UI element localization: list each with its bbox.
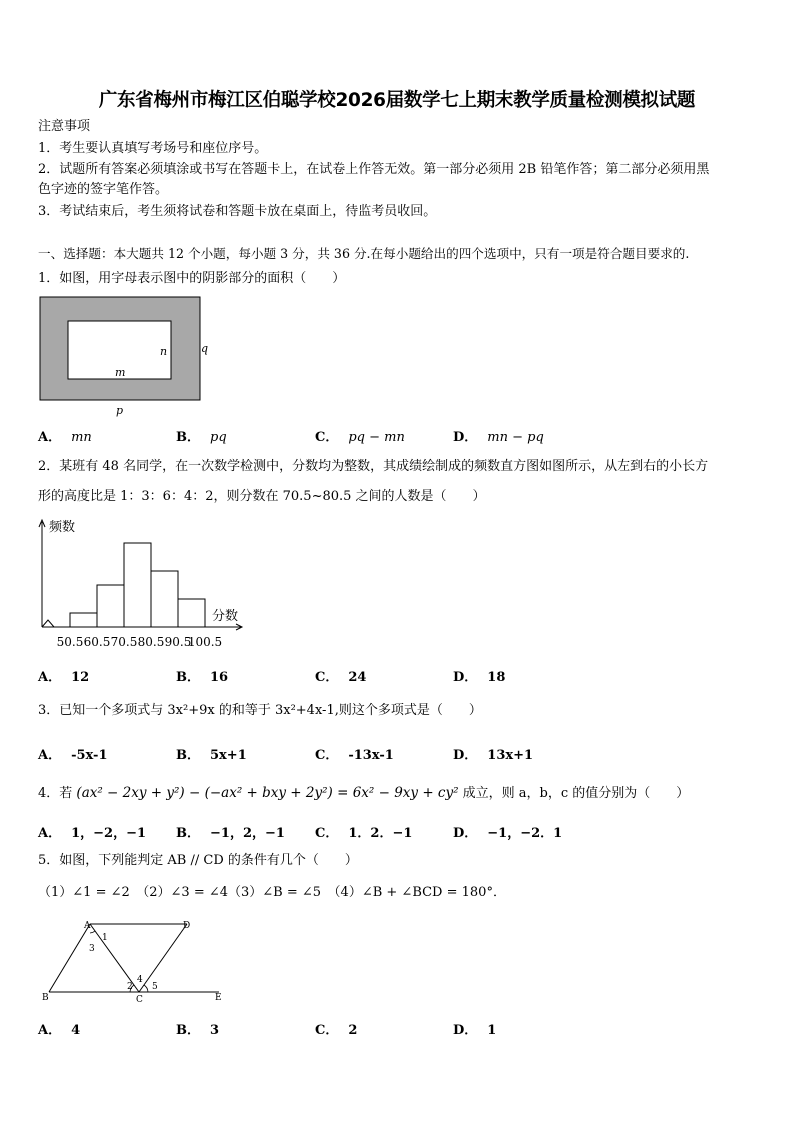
q2-option-a[interactable]: A． 12	[38, 670, 90, 685]
question-4-expression: (ax² − 2xy + y²) − (−ax² + bxy + 2y²) = 6x² − 9xy + cy²	[76, 785, 459, 801]
angle-3-label: 3	[89, 944, 95, 954]
q5-option-b[interactable]: B． 3	[176, 1023, 220, 1038]
label-m: m	[115, 366, 126, 379]
q3-option-d[interactable]: D． 13x+1	[453, 748, 534, 763]
page-title: 广东省梅州市梅江区伯聪学校2026届数学七上期末教学质量检测模拟试题	[98, 90, 696, 111]
q3-option-b[interactable]: B． 5x+1	[176, 748, 247, 763]
histogram-bar	[151, 571, 178, 627]
histogram-bar	[178, 599, 205, 627]
q2-option-b[interactable]: B． 16	[176, 670, 229, 685]
question-5-conditions: （1）∠1 = ∠2 （2）∠3 = ∠4（3）∠B = ∠5 （4）∠B + ∠BCD = 180°．	[38, 885, 506, 900]
x-tick-label: 50.5	[56, 635, 84, 649]
q1-option-c[interactable]: C． pq − mn	[315, 430, 405, 445]
notice-item: 2．试题所有答案必须填涂或书写在答题卡上，在试卷上作答无效。第一部分必须用 2B 铅笔作答；第二部分必须用黑	[38, 162, 710, 177]
q4-option-b[interactable]: B． −1，2，−1	[176, 826, 285, 841]
q5-option-d[interactable]: D． 1	[453, 1023, 497, 1038]
q5-option-a[interactable]: A． 4	[38, 1023, 81, 1038]
axis-break	[42, 620, 54, 627]
segment-ab	[49, 924, 90, 992]
question-3-stem: 3．已知一个多项式与 3x²+9x 的和等于 3x²+4x-1,则这个多项式是（ ）	[38, 703, 482, 718]
y-axis-label: 频数	[49, 520, 76, 535]
question-5-figure	[40, 916, 230, 1006]
label-n: n	[160, 345, 168, 358]
angle-2-label: 2	[127, 982, 133, 992]
q3-option-a[interactable]: A． -5x-1	[38, 748, 108, 763]
q2-option-c[interactable]: C． 24	[315, 670, 367, 685]
notice-item: 色字迹的签字笔作答。	[38, 182, 169, 197]
x-tick-label: 70.5	[110, 635, 138, 649]
x-tick-label: 100.5	[187, 635, 223, 649]
x-tick-label: 90.5	[164, 635, 192, 649]
segment-cd	[139, 924, 187, 992]
section-heading: 一、选择题：本大题共 12 个小题，每小题 3 分，共 36 分.在每小题给出的四个选项中，只有一项是符合题目要求的.	[38, 246, 690, 261]
q4-option-a[interactable]: A． 1，−2，−1	[38, 826, 147, 841]
question-5-stem: 5．如图，下列能判定 AB // CD 的条件有几个（ ）	[38, 853, 358, 868]
histogram-bar	[70, 613, 97, 627]
point-e-label: E	[215, 993, 222, 1003]
notice-heading: 注意事项	[38, 119, 91, 134]
question-1-stem: 1．如图，用字母表示图中的阴影部分的面积（ ）	[38, 271, 346, 286]
question-4-stem: 4．若 (ax² − 2xy + y²) − (−ax² + bxy + 2y²) = 6x² − 9xy + cy² 成立，则 a，b，c 的值分别为（ ）	[38, 785, 690, 801]
question-1-figure	[36, 294, 226, 418]
histogram-bar	[97, 585, 124, 627]
angle-4-label: 4	[137, 975, 143, 985]
notice-item: 1．考生要认真填写考场号和座位序号。	[38, 141, 268, 156]
angle-arc	[144, 985, 148, 992]
histogram-bar	[124, 543, 151, 627]
q4-option-c[interactable]: C． 1．2．−1	[315, 826, 413, 841]
q5-option-c[interactable]: C． 2	[315, 1023, 358, 1038]
x-axis-label: 分数	[212, 609, 239, 624]
q4-option-d[interactable]: D． −1，−2．1	[453, 826, 563, 841]
angle-1-label: 1	[102, 933, 108, 943]
angle-5-label: 5	[152, 982, 158, 992]
q1-option-a[interactable]: A． mn	[38, 430, 92, 445]
angle-arc	[90, 931, 95, 933]
notice-item: 3．考试结束后，考生须将试卷和答题卡放在桌面上，待监考员收回。	[38, 204, 437, 219]
point-a-label: A	[84, 921, 91, 931]
x-tick-label: 60.5	[83, 635, 111, 649]
label-p: p	[116, 404, 124, 417]
q1-option-b[interactable]: B． pq	[176, 430, 227, 445]
q3-option-c[interactable]: C． -13x-1	[315, 748, 394, 763]
x-tick-label: 80.5	[137, 635, 165, 649]
label-q: q	[201, 342, 209, 355]
q2-option-d[interactable]: D． 18	[453, 670, 506, 685]
point-d-label: D	[183, 921, 191, 931]
question-2-stem-line1: 2．某班有 48 名同学，在一次数学检测中，分数均为整数，其成绩绘制成的频数直方图如图所示，从左到右的小长方	[38, 459, 709, 474]
histogram-chart	[36, 514, 246, 654]
question-2-stem-line2: 形的高度比是 1：3：6：4：2，则分数在 70.5~80.5 之间的人数是（ ）	[38, 489, 486, 504]
point-c-label: C	[136, 995, 143, 1005]
point-b-label: B	[42, 993, 49, 1003]
q1-option-d[interactable]: D． mn − pq	[453, 430, 544, 445]
